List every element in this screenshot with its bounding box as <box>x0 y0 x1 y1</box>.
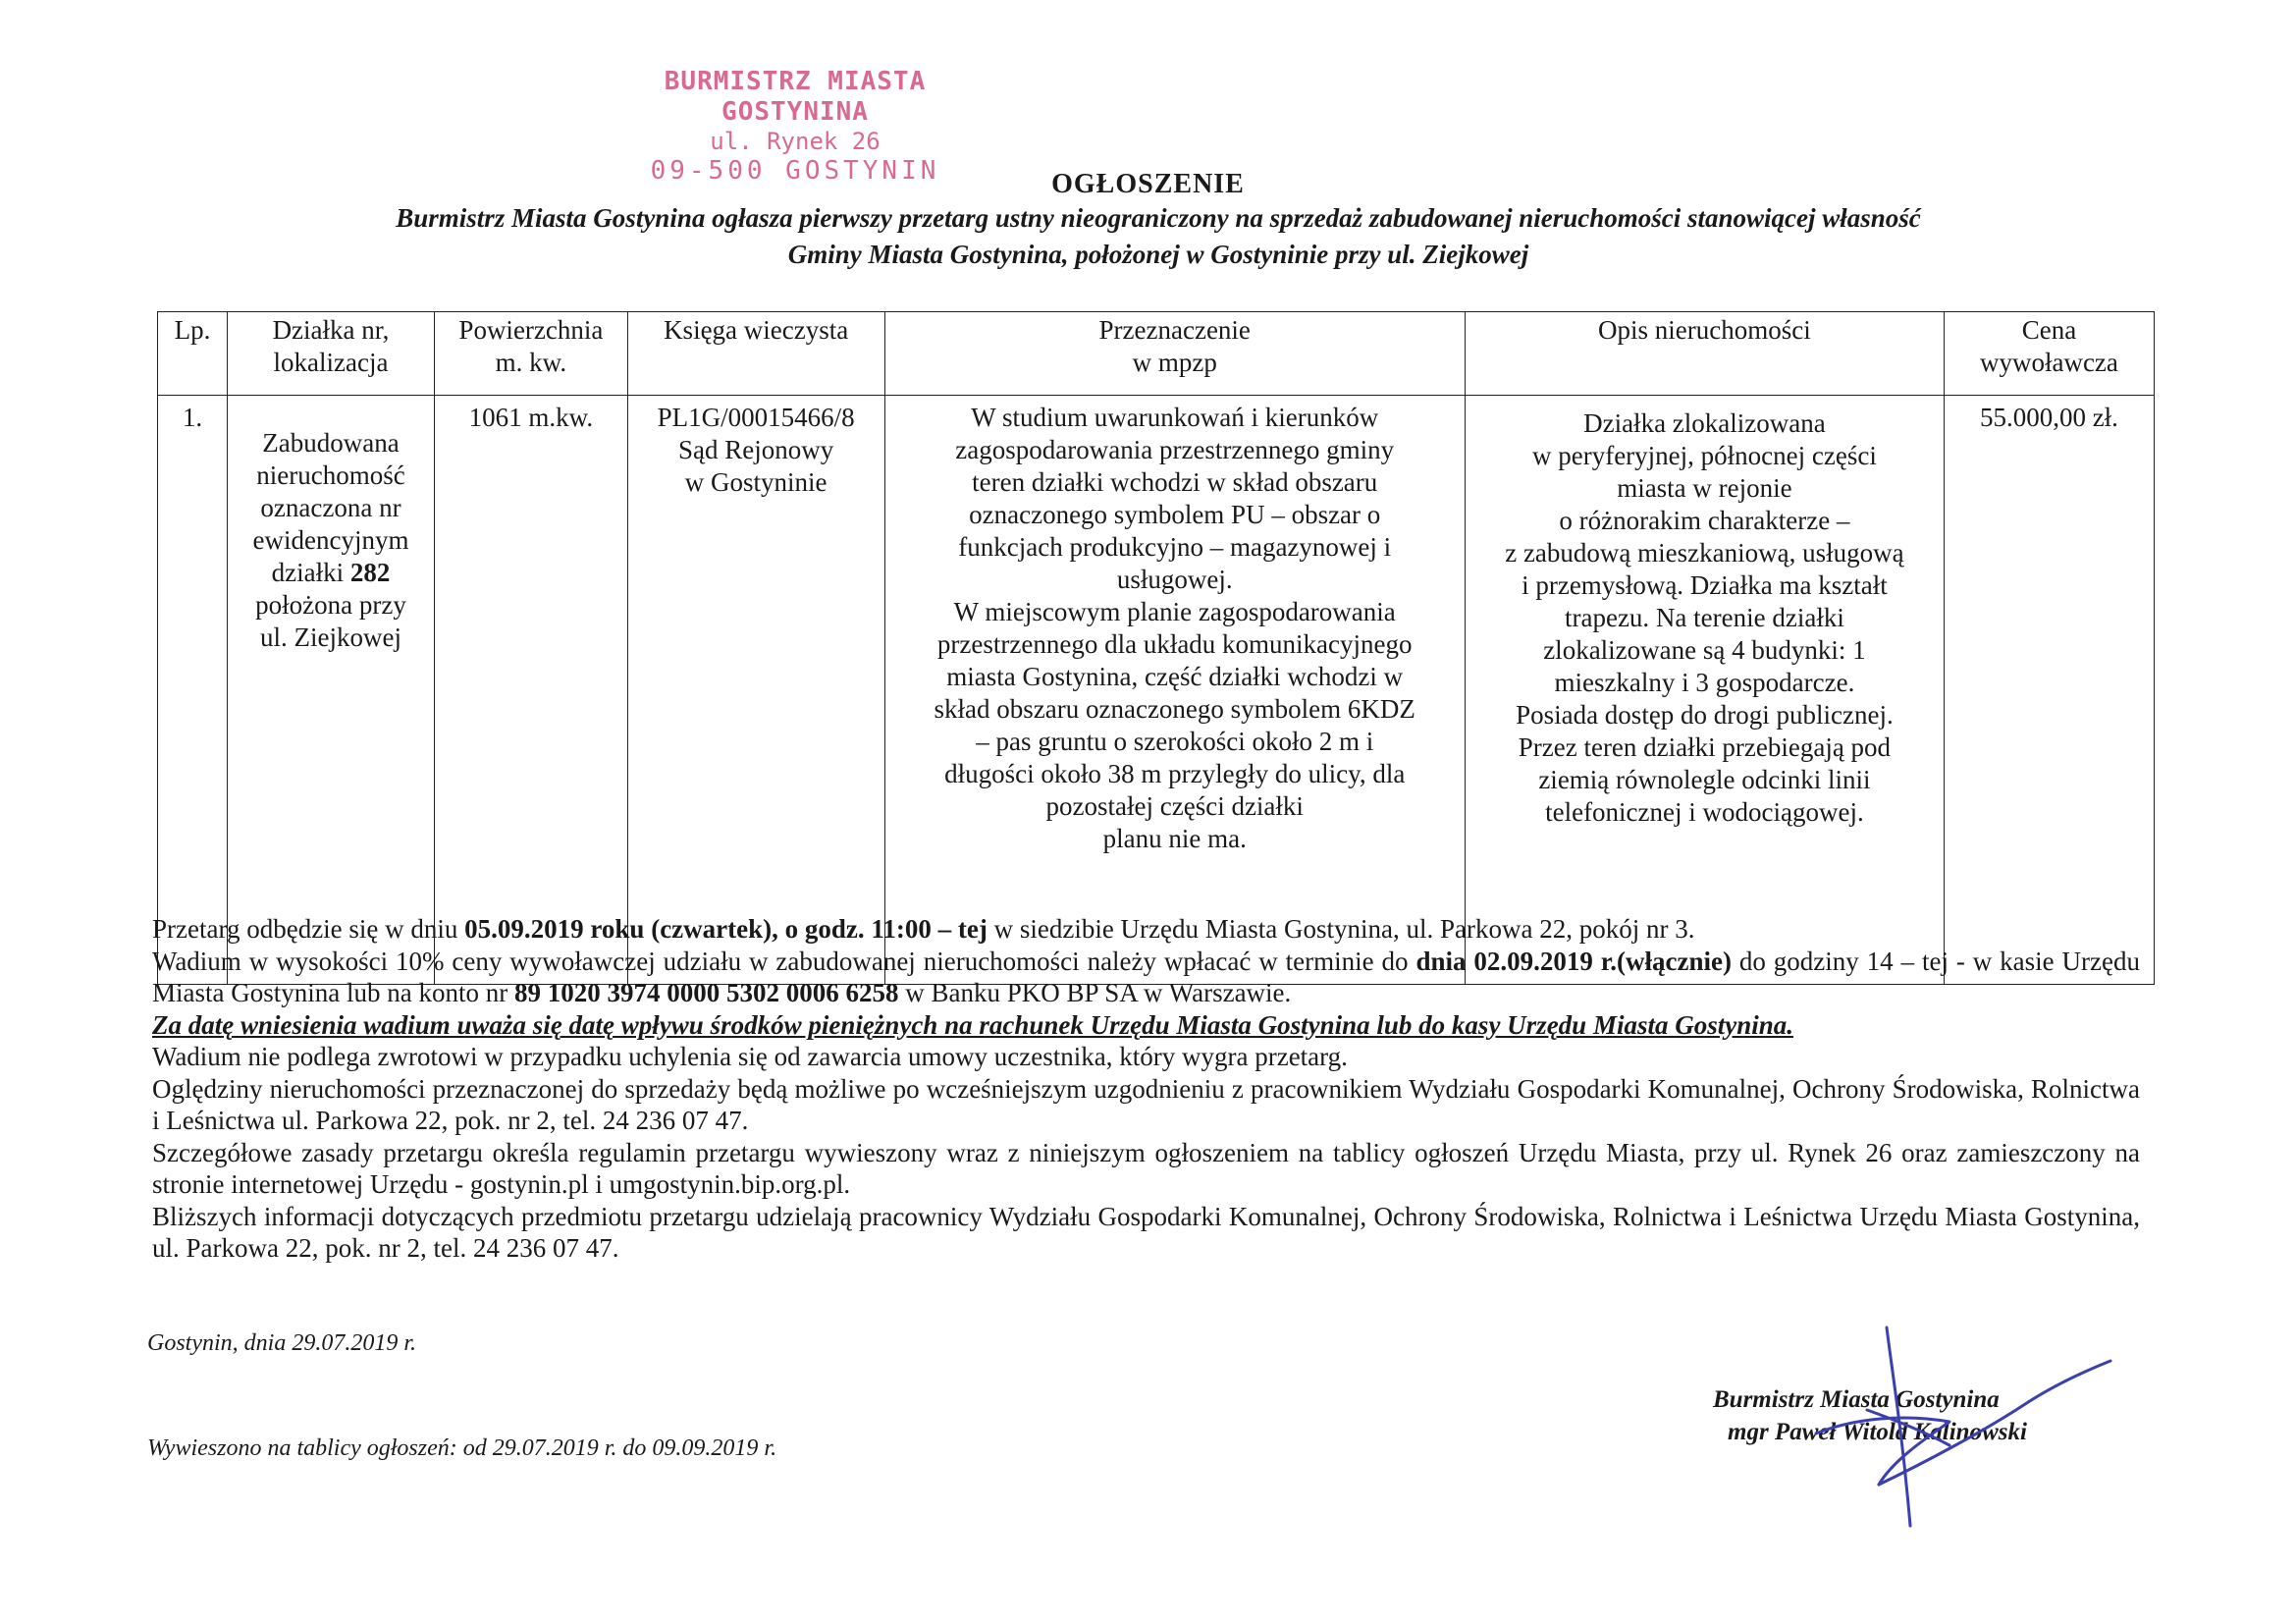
p2-text-e: w Banku PKO BP SA w Warszawie. <box>898 978 1292 1007</box>
stamp-line-3: 09-500 GOSTYNIN <box>650 156 940 187</box>
subtitle-line-2: Gminy Miasta Gostynina, położonej w Gostyninie przy ul. Ziejkowej <box>787 240 1529 269</box>
text-line: wywoławcza <box>1979 348 2118 377</box>
text-line: W miejscowym planie zagospodarowania <box>953 597 1396 626</box>
contact-paragraph: Bliższych informacji dotyczących przedmiotu przetargu udzielają pracownicy Wydziału Gospodarki Komunalnej, Ochrony Środowiska, Rolnictwa i Leśnictwa Urzędu Miasta Gostynina, ul. Parkowa 22, pok. nr 2, tel. 24 236 07 47. <box>152 1201 2140 1263</box>
cell-plot <box>228 396 435 985</box>
text-line: Zabudowana <box>262 428 400 458</box>
text-line: telefonicznej i wodociągowej. <box>1545 797 1864 827</box>
text-line: Cena <box>2021 315 2077 345</box>
text-line: PL1G/00015466/8 <box>657 403 855 432</box>
table-row <box>158 396 2155 985</box>
text-line: – pas gruntu o szerokości około 2 m i <box>976 727 1374 756</box>
text-line: przestrzennego dla układu komunikacyjnego <box>936 629 1413 659</box>
text-line: miasta Gostynina, część działki wchodzi w <box>946 662 1404 691</box>
text-line: Działka nr, <box>272 315 390 345</box>
text-line: ul. Ziejkowej <box>260 623 401 652</box>
plot-number-prefix: działki <box>271 558 350 587</box>
text-line: pozostałej części działki <box>1045 791 1304 821</box>
p2-text-c: do godziny 14 – tej - w kasie Urzędu Miasta Gostynina lub na konto nr <box>152 946 2140 1007</box>
text-line: lokalizacja <box>273 348 389 377</box>
text-line: mieszkalny i 3 gospodarcze. <box>1554 668 1855 697</box>
text-line: ewidencyjnym <box>252 525 409 555</box>
signer-title: Burmistrz Miasta Gostynina <box>1713 1386 2000 1413</box>
text-line: usługowej. <box>1116 565 1233 594</box>
text-line: zlokalizowane są 4 budynki: 1 <box>1543 635 1866 665</box>
document-title: OGŁOSZENIE <box>1051 169 1245 199</box>
cell-lp: 1. <box>158 396 228 985</box>
p1-text-a: Przetarg odbędzie się w dniu <box>152 914 465 944</box>
cell-land-register <box>627 396 884 985</box>
cell-purpose <box>884 396 1465 985</box>
text-line: o różnorakim charakterze – <box>1559 506 1850 535</box>
text-line: funkcjach produkcyjno – magazynowej i <box>958 532 1392 562</box>
deposit-forfeit-paragraph: Wadium nie podlega zwrotowi w przypadku uchylenia się od zawarcia umowy uczestnika, który wygra przetarg. <box>152 1042 1348 1071</box>
text-line: Posiada dostęp do drogi publicznej. <box>1516 700 1894 730</box>
text-line: m. kw. <box>495 348 567 377</box>
text-line: w Gostyninie <box>684 467 828 497</box>
plot-number: 282 <box>349 558 391 587</box>
text-line: w mpzp <box>1132 348 1217 377</box>
header-plot <box>228 312 435 396</box>
header-area <box>435 312 628 396</box>
subtitle-line-1: Burmistrz Miasta Gostynina ogłasza pierwszy przetarg ustny nieograniczony na sprzedaż zabudowanej nieruchomości stanowiącej własność <box>396 203 1921 233</box>
text-line: oznaczona nr <box>260 493 401 522</box>
text-line: długości około 38 m przyległy do ulicy, dla <box>944 759 1406 788</box>
cell-area: 1061 m.kw. <box>435 396 628 985</box>
text-line: Działka zlokalizowana <box>1583 408 1826 438</box>
auction-date-paragraph <box>152 913 2140 946</box>
deposit-paragraph <box>152 946 2140 1009</box>
plot-description <box>232 427 430 557</box>
plot-location <box>232 589 430 654</box>
text-line: Sąd Rejonowy <box>678 435 834 464</box>
text-line: planu nie ma. <box>1102 824 1247 853</box>
auction-date: 05.09.2019 roku (czwartek), o godz. 11:00 – tej <box>464 914 988 944</box>
text-line: miasta w rejonie <box>1617 473 1792 503</box>
text-line: skład obszaru oznaczonego symbolem 6KDZ <box>934 694 1415 724</box>
text-line: Przez teren działki przebiegają pod <box>1518 732 1892 762</box>
rules-paragraph: Szczegółowe zasady przetargu określa regulamin przetargu wywieszony wraz z niniejszym ogłoszeniem na tablicy ogłoszeń Urzędu Miasta, przy ul. Rynek 26 oraz zamieszczony na stronie internetowej Urzędu - gostynin.pl i umgostynin.bip.org.pl. <box>152 1137 2140 1199</box>
text-line: Powierzchnia <box>458 315 604 345</box>
text-line: trapezu. Na terenie działki <box>1564 603 1844 632</box>
cell-description <box>1465 396 1944 985</box>
header-land-register <box>627 312 884 396</box>
text-line: Księga wieczysta <box>664 315 849 345</box>
text-line: oznaczonego symbolem PU – obszar o <box>969 500 1381 529</box>
deposit-deadline: dnia 02.09.2019 r.(włącznie) <box>1415 946 1732 976</box>
text-line: Opis nieruchomości <box>1598 315 1811 345</box>
header-description <box>1465 312 1944 396</box>
text-line: W studium uwarunkowań i kierunków <box>971 403 1379 432</box>
property-table <box>157 311 2155 985</box>
announcement-body <box>152 913 2140 1265</box>
text-line: Przeznaczenie <box>1098 315 1251 345</box>
header-purpose <box>884 312 1465 396</box>
table-header-row <box>158 312 2155 396</box>
header-price <box>1944 312 2154 396</box>
text-line: z zabudową mieszkaniową, usługową <box>1505 538 1904 568</box>
deposit-date-note: Za datę wniesienia wadium uważa się datę wpływu środków pieniężnych na rachunek Urzędu Miasta Gostynina lub do kasy Urzędu Miasta Gostynina. <box>152 1009 1793 1040</box>
inspection-paragraph: Oględziny nieruchomości przeznaczonej do sprzedaży będą możliwe po wcześniejszym uzgodnieniu z pracownikiem Wydziału Gospodarki Komunalnej, Ochrony Środowiska, Rolnictwa i Leśnictwa ul. Parkowa 22, pok. nr 2, tel. 24 236 07 47. <box>152 1073 2140 1135</box>
posting-period: Wywieszono na tablicy ogłoszeń: od 29.07.2019 r. do 09.09.2019 r. <box>147 1435 777 1461</box>
bank-account-number: 89 1020 3974 0000 5302 0006 6258 <box>513 978 899 1007</box>
text-line: nieruchomość <box>256 460 405 490</box>
text-line: położona przy <box>255 590 406 620</box>
header-lp: Lp. <box>158 312 228 396</box>
p1-text-c: w siedzibie Urzędu Miasta Gostynina, ul. Parkowa 22, pokój nr 3. <box>987 914 1695 944</box>
stamp-line-2: ul. Rynek 26 <box>710 128 881 156</box>
document-subtitle <box>255 200 2061 273</box>
plot-number-line <box>232 557 430 589</box>
p2-text-a: Wadium w wysokości 10% ceny wywoławczej udziału w zabudowanej nieruchomości należy wpłacać w terminie do <box>152 946 1416 976</box>
issue-date: Gostynin, dnia 29.07.2019 r. <box>147 1330 417 1356</box>
signer-name: mgr Paweł Witold Kalinowski <box>1728 1419 2027 1445</box>
text-line: zagospodarowania przestrzennego gminy <box>955 435 1395 464</box>
text-line: teren działki wchodzi w skład obszaru <box>972 467 1378 497</box>
stamp-line-1: BURMISTRZ MIASTA GOSTYNINA <box>664 67 927 128</box>
text-line: i przemysłową. Działka ma kształt <box>1522 570 1888 600</box>
text-line: ziemią równolegle odcinki linii <box>1538 765 1871 794</box>
cell-price: 55.000,00 zł. <box>1944 396 2154 985</box>
text-line: w peryferyjnej, północnej części <box>1531 441 1877 470</box>
handwritten-signature <box>1777 1316 2130 1542</box>
